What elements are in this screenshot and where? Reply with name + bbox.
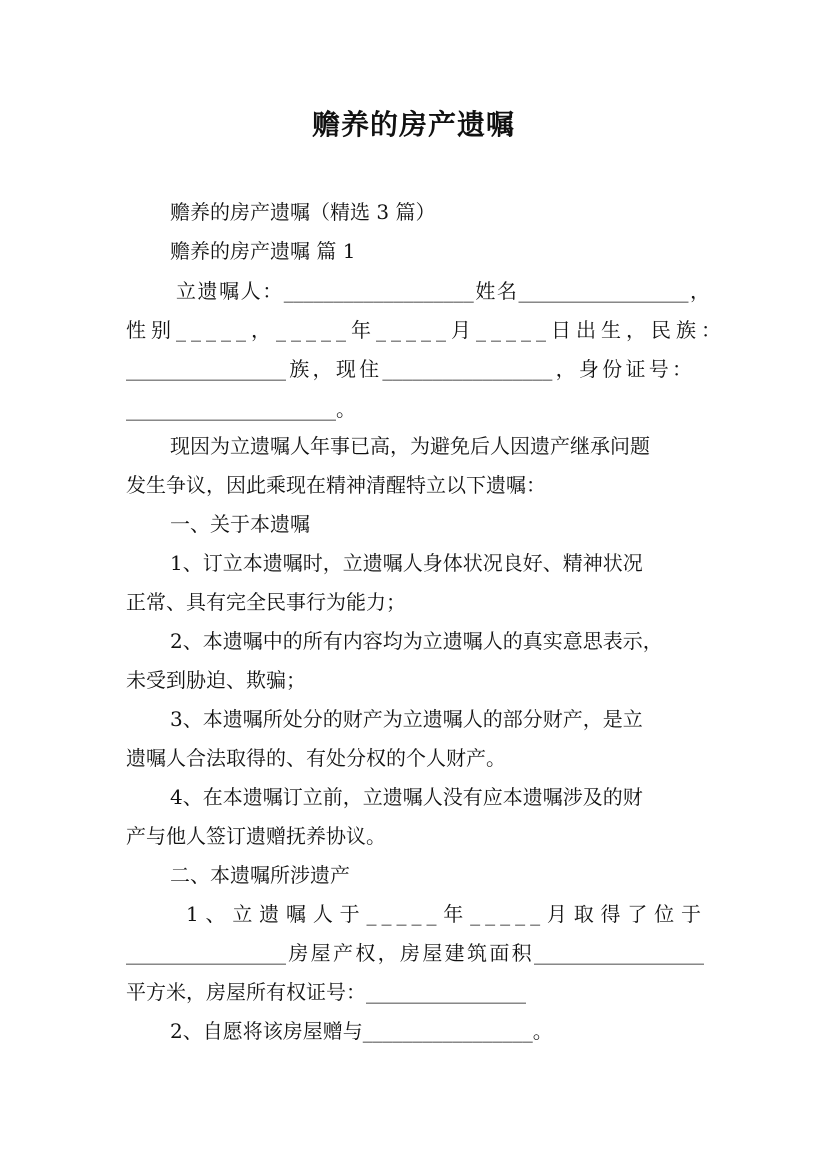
ethnicity-address-line: ________________族，现住_________________，身份证号： bbox=[126, 357, 692, 381]
section-heading-line: 二、本遗嘱所涉遗产 bbox=[170, 863, 350, 887]
bequest-line: 2、自愿将该房屋赠与_________________。 bbox=[170, 1019, 553, 1043]
paragraph-line: 4、在本遗嘱订立前，立遗嘱人没有应本遗嘱涉及的财 bbox=[170, 785, 643, 809]
section-heading-line: 赡养的房产遗嘱 篇 1 bbox=[170, 239, 356, 263]
property-acquisition-line: 1、立遗嘱人于_____年_____月取得了位于 bbox=[186, 902, 706, 926]
document-title: 赡养的房产遗嘱 bbox=[311, 108, 515, 141]
paragraph-line: 产与他人签订遗赠抚养协议。 bbox=[126, 824, 386, 848]
paragraph-line: 发生争议，因此乘现在精神清醒特立以下遗嘱： bbox=[126, 473, 546, 497]
id-number-line: _____________________。 bbox=[126, 397, 356, 421]
section-heading-line: 一、关于本遗嘱 bbox=[170, 512, 310, 536]
gender-birth-line: 性别_____，_____年_____月_____日出生，民族： bbox=[126, 318, 726, 342]
paragraph-line: 未受到胁迫、欺骗； bbox=[126, 668, 306, 692]
certificate-number-line: 平方米，房屋所有权证号：________________ bbox=[126, 980, 526, 1004]
testator-line: 立遗嘱人：___________________姓名_________________， bbox=[176, 279, 710, 303]
paragraph-line: 遗嘱人合法取得的、有处分权的个人财产。 bbox=[126, 746, 506, 770]
paragraph-line: 1、订立本遗嘱时，立遗嘱人身体状况良好、精神状况 bbox=[170, 551, 643, 575]
property-area-line: ________________房屋产权，房屋建筑面积_________________ bbox=[126, 941, 704, 965]
paragraph-line: 3、本遗嘱所处分的财产为立遗嘱人的部分财产，是立 bbox=[170, 707, 643, 731]
paragraph-line: 2、本遗嘱中的所有内容均为立遗嘱人的真实意思表示， bbox=[170, 629, 663, 653]
paragraph-line: 正常、具有完全民事行为能力； bbox=[126, 590, 406, 614]
subtitle-line: 赡养的房产遗嘱（精选 3 篇） bbox=[170, 200, 436, 224]
paragraph-line: 现因为立遗嘱人年事已高，为避免后人因遗产继承问题 bbox=[170, 434, 650, 458]
